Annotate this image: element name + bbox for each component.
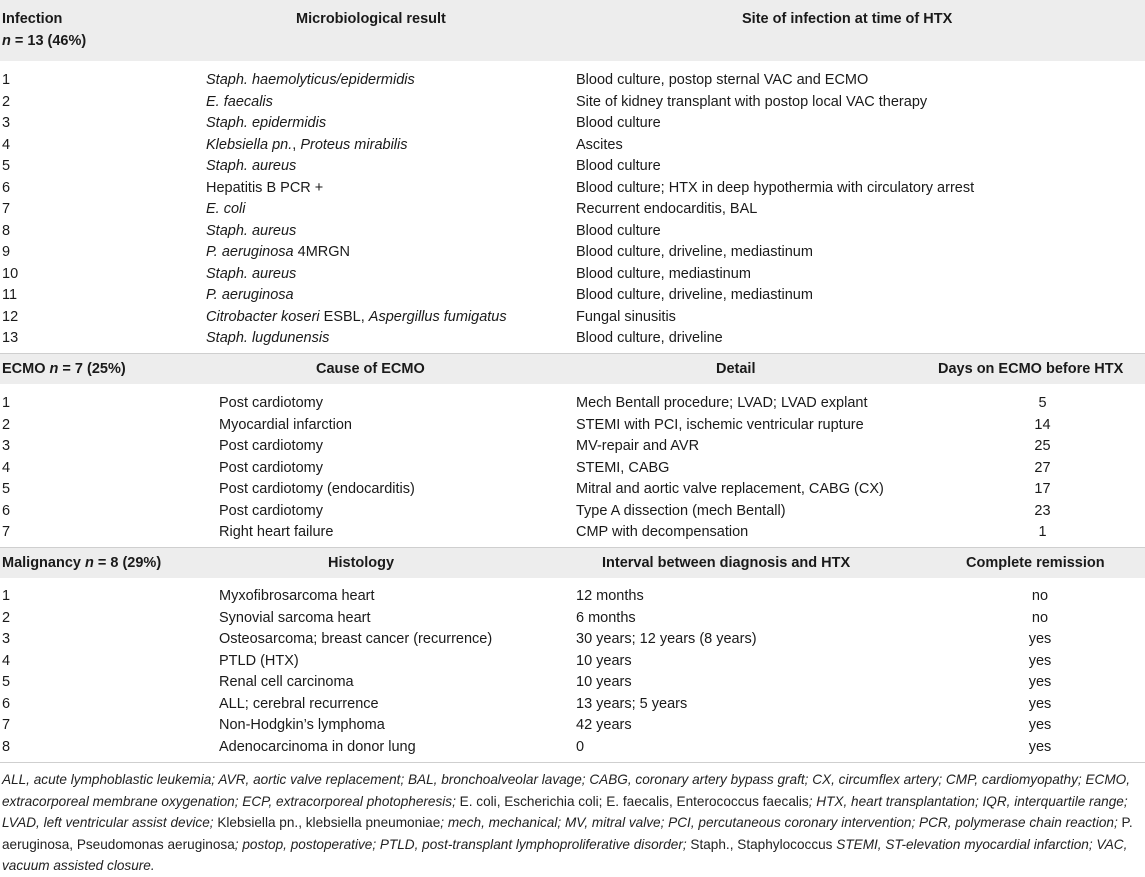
ecmo-cause: Post cardiotomy (endocarditis): [219, 481, 415, 497]
infection-site: Site of kidney transplant with postop local VAC therapy: [576, 93, 928, 110]
ecmo-label: ECMO n = 7 (25%): [2, 361, 126, 377]
interval: 13 years; 5 years: [576, 695, 688, 712]
infection-site: Blood culture, driveline, mediastinum: [576, 244, 813, 260]
infection-site: Blood culture: [576, 222, 661, 239]
interval: 30 years; 12 years (8 years): [576, 631, 757, 647]
interval: 10 years: [576, 652, 632, 669]
section-rule: [0, 547, 1145, 548]
remission: yes: [1028, 717, 1052, 733]
ecmo-cause: Right heart failure: [219, 524, 334, 540]
row-number: 1: [2, 72, 11, 88]
microbiological-result: [206, 157, 296, 175]
micro-text-segment: P. aeruginosa: [206, 244, 294, 260]
ecmo-cause: Myocardial infarction: [219, 416, 352, 433]
micro-text-segment: Staph. epidermidis: [206, 115, 327, 131]
remission: no: [1031, 609, 1049, 626]
micro-text-segment: E. faecalis: [206, 93, 273, 110]
footnote-segment: ; mech, mechanical; MV, mitral valve; PCI, percutaneous coronary intervention; PCR, polymerase chain reaction;: [440, 815, 1122, 830]
infection-col-micro: Microbiological result: [296, 11, 446, 27]
ecmo-days: 25: [1034, 438, 1051, 454]
remission: yes: [1028, 695, 1052, 712]
row-number: 4: [2, 136, 11, 153]
ecmo-days: 14: [1034, 416, 1051, 433]
ecmo-col-detail: Detail: [716, 361, 756, 377]
table-bottom-rule: [0, 762, 1145, 763]
row-number: 12: [2, 308, 19, 325]
infection-site: Blood culture; HTX in deep hypothermia with circulatory arrest: [576, 179, 975, 196]
microbiological-result: [206, 200, 246, 218]
microbiological-result: [206, 179, 323, 197]
footnote-segment: Staph., Staphylococcus: [690, 836, 833, 852]
infection-col-site: Site of infection at time of HTX: [742, 11, 953, 27]
row-number: 5: [2, 158, 11, 174]
micro-text-segment: Hepatitis B PCR +: [206, 179, 324, 196]
ecmo-days: 23: [1034, 502, 1051, 519]
remission: yes: [1028, 631, 1052, 647]
ecmo-cause: Post cardiotomy: [219, 395, 323, 411]
row-number: 2: [2, 609, 11, 626]
ecmo-detail: Type A dissection (mech Bentall): [576, 502, 786, 519]
interval: 6 months: [576, 609, 636, 626]
row-number: 13: [2, 330, 19, 346]
ecmo-col-cause: Cause of ECMO: [316, 361, 425, 377]
remission: no: [1031, 588, 1049, 604]
malignancy-col-histology: Histology: [328, 555, 395, 571]
micro-text-segment: ,: [292, 136, 301, 153]
ecmo-days: 17: [1034, 481, 1051, 497]
histology: Non-Hodgkin’s lymphoma: [219, 717, 385, 733]
micro-text-segment: Staph. haemolyticus/epidermidis: [206, 72, 415, 88]
row-number: 3: [2, 631, 11, 647]
row-number: 8: [2, 738, 11, 755]
row-number: 2: [2, 416, 11, 433]
micro-text-segment: Proteus mirabilis: [300, 136, 408, 153]
row-number: 7: [2, 201, 11, 217]
row-number: 6: [2, 695, 11, 712]
infection-header-bg: [0, 0, 1145, 61]
row-number: 6: [2, 179, 11, 196]
row-number: 10: [2, 265, 19, 282]
infection-site: Blood culture, mediastinum: [576, 265, 751, 282]
row-number: 3: [2, 115, 11, 131]
ecmo-cause: Post cardiotomy: [219, 459, 323, 476]
malignancy-col-interval: Interval between diagnosis and HTX: [602, 555, 851, 571]
micro-text-segment: Klebsiella pn.: [206, 136, 293, 153]
microbiological-result: [206, 136, 407, 154]
ecmo-cause: Post cardiotomy: [219, 502, 323, 519]
histology: PTLD (HTX): [219, 652, 299, 669]
histology: Renal cell carcinoma: [219, 674, 354, 690]
footnote-segment: ; HTX, heart transplantation; IQR, interquartile range; LVAD, left ventricular assist device;: [2, 793, 1128, 830]
micro-text-segment: Staph. aureus: [206, 222, 297, 239]
infection-site: Blood culture, postop sternal VAC and ECMO: [576, 72, 869, 88]
row-number: 7: [2, 524, 11, 540]
ecmo-detail: Mech Bentall procedure; LVAD; LVAD explant: [576, 395, 868, 411]
micro-text-segment: Staph. aureus: [206, 265, 297, 282]
footnote-segment: Klebsiella pn., klebsiella pneumoniae: [217, 815, 441, 830]
micro-text-segment: ESBL,: [319, 308, 369, 325]
row-number: 5: [2, 481, 11, 497]
interval: 42 years: [576, 717, 632, 733]
ecmo-cause: Post cardiotomy: [219, 438, 323, 454]
micro-text-segment: 4MRGN: [293, 244, 351, 260]
row-number: 11: [2, 287, 18, 303]
infection-site: Blood culture: [576, 115, 661, 131]
row-number: 2: [2, 93, 11, 110]
micro-text-segment: Staph. lugdunensis: [206, 330, 330, 346]
histology: Osteosarcoma; breast cancer (recurrence): [219, 631, 493, 647]
histology: Adenocarcinoma in donor lung: [219, 738, 416, 755]
footnote-segment: E. coli, Escherichia coli; E. faecalis, Enterococcus faecalis: [459, 793, 809, 809]
microbiological-result: [206, 329, 329, 347]
micro-text-segment: Staph. aureus: [206, 158, 297, 174]
infection-site: Fungal sinusitis: [576, 308, 676, 325]
interval: 12 months: [576, 588, 644, 604]
row-number: 5: [2, 674, 11, 690]
histology: ALL; cerebral recurrence: [219, 695, 379, 712]
row-number: 3: [2, 438, 11, 454]
histology: Synovial sarcoma heart: [219, 609, 371, 626]
footnote-segment: P. aeruginosa, Pseudomonas aeruginosa: [2, 815, 1133, 852]
infection-label: Infection: [2, 11, 63, 27]
microbiological-result: [206, 243, 350, 261]
infection-site: Blood culture: [576, 158, 661, 174]
ecmo-days: 27: [1034, 459, 1051, 476]
micro-text-segment: E. coli: [206, 201, 246, 217]
interval: 10 years: [576, 674, 632, 690]
footnote-segment: STEMI, ST-elevation myocardial infarction; VAC, vacuum assisted closure.: [2, 836, 1128, 873]
ecmo-detail: STEMI, CABG: [576, 459, 670, 476]
row-number: 1: [2, 588, 11, 604]
footnote-segment: ; postop, postoperative; PTLD, post-transplant lymphoproliferative disorder;: [234, 836, 691, 852]
row-number: 9: [2, 244, 11, 260]
remission: yes: [1028, 674, 1052, 690]
ecmo-detail: Mitral and aortic valve replacement, CABG (CX): [576, 481, 884, 497]
microbiological-result: [206, 71, 415, 89]
malignancy-label: Malignancy n = 8 (29%): [2, 555, 162, 571]
row-number: 4: [2, 652, 11, 669]
microbiological-result: [206, 114, 326, 132]
row-number: 8: [2, 222, 11, 239]
row-number: 6: [2, 502, 11, 519]
ecmo-col-days: Days on ECMO before HTX: [938, 361, 1124, 377]
microbiological-result: [206, 286, 294, 304]
row-number: 4: [2, 459, 11, 476]
row-number: 7: [2, 717, 11, 733]
infection-site: Blood culture, driveline, mediastinum: [576, 287, 813, 303]
remission: yes: [1028, 652, 1052, 669]
ecmo-detail: CMP with decompensation: [576, 524, 749, 540]
ecmo-days: 1: [1038, 524, 1047, 540]
malignancy-col-remission: Complete remission: [966, 555, 1105, 571]
row-number: 1: [2, 395, 11, 411]
ecmo-days: 5: [1038, 395, 1047, 411]
histology: Myxofibrosarcoma heart: [219, 588, 375, 604]
table-footnote: [2, 769, 1142, 877]
ecmo-detail: STEMI with PCI, ischemic ventricular rupture: [576, 416, 864, 433]
micro-text-segment: Aspergillus fumigatus: [368, 308, 507, 325]
interval: 0: [576, 738, 585, 755]
section-rule: [0, 353, 1145, 354]
infection-site: Ascites: [576, 136, 623, 153]
infection-count: n = 13 (46%): [2, 33, 87, 49]
microbiological-result: [206, 308, 507, 326]
micro-text-segment: Citrobacter koseri: [206, 308, 320, 325]
remission: yes: [1028, 738, 1052, 755]
footnote-segment: ALL, acute lymphoblastic leukemia; AVR, aortic valve replacement; BAL, bronchoalveolar lavage; CABG, coronary artery bypass graft; CX, circumflex artery; CMP, cardiomyopathy; ECMO, extracorporeal membrane oxygenation; ECP, extracorporeal photopheresis;: [2, 772, 1131, 809]
infection-site: Recurrent endocarditis, BAL: [576, 201, 758, 217]
ecmo-detail: MV-repair and AVR: [576, 438, 700, 454]
microbiological-result: [206, 93, 273, 111]
infection-site: Blood culture, driveline: [576, 330, 723, 346]
microbiological-result: [206, 222, 296, 240]
micro-text-segment: P. aeruginosa: [206, 287, 294, 303]
microbiological-result: [206, 265, 296, 283]
